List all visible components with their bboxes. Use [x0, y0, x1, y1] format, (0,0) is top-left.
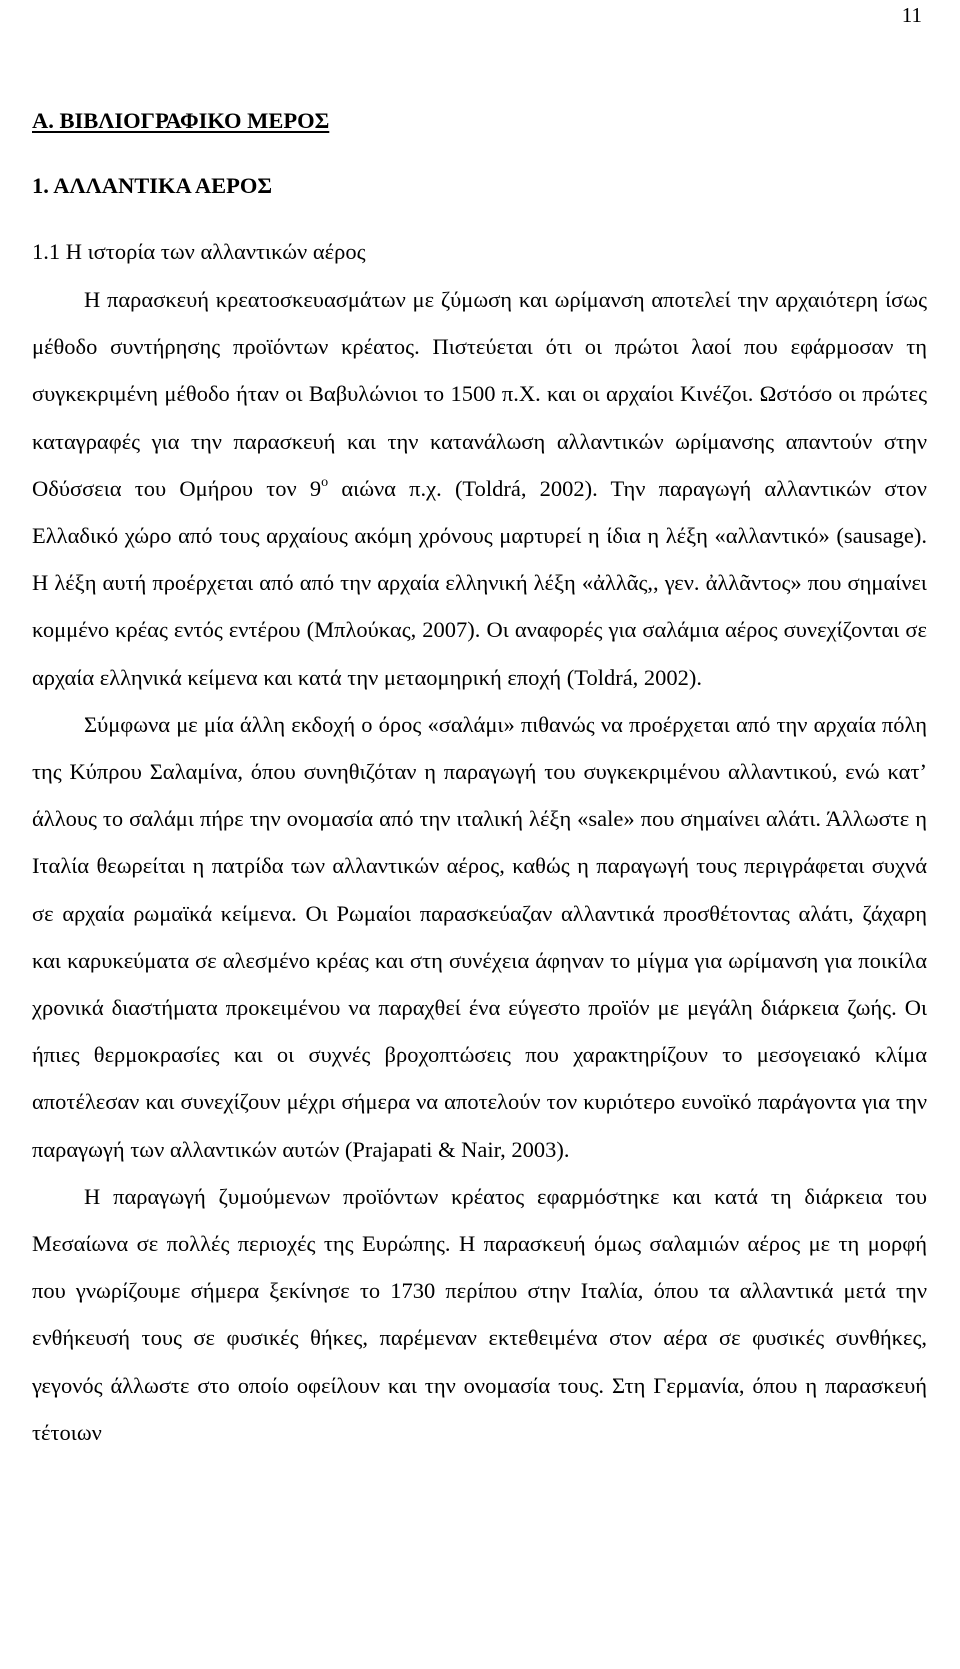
- paragraph-2: Σύμφωνα με μία άλλη εκδοχή ο όρος «σαλάμι» πιθανώς να προέρχεται από την αρχαία πόλη της Κύπρου Σαλαμίνα, όπου συνηθιζόταν η παραγωγή του συγκεκριμένου αλλαντικού, ενώ κατ’ άλλους το σαλάμι πήρε την ονομασία από την ιταλική λέξη «sale» που σημαίνει αλάτι. Άλλωστε η Ιταλία θεωρείται η πατρίδα των αλλαντικών αέρος, καθώς η παραγωγή τους περιγράφεται συχνά σε αρχαία ρωμαϊκά κείμενα. Οι Ρωμαίοι παρασκεύαζαν αλλαντικά προσθέτοντας αλάτι, ζάχαρη και καρυκεύματα σε αλεσμένο κρέας και στη συνέχεια άφηναν το μίγμα για ωρίμανση για ποικίλα χρονικά διαστήματα προκειμένου να παραχθεί ένα εύγεστο προϊόν με μεγάλη διάρκεια ζωής. Οι ήπιες θερμοκρασίες και οι συχνές βροχοπτώσεις που χαρακτηρίζουν το μεσογειακό κλίμα αποτέλεσαν και συνεχίζουν μέχρι σήμερα να αποτελούν τον κυριότερο ευνοϊκό παράγοντα για την παραγωγή των αλλαντικών αυτών (Prajapati & Nair, 2003).: [32, 711, 927, 1162]
- paragraph-1: [32, 276, 927, 701]
- page-number: 11: [901, 3, 922, 27]
- ordinal-superscript: ο: [321, 474, 329, 490]
- chapter-heading: 1. ΑΛΛΑΝΤΙΚΑ ΑΕΡΟΣ: [32, 173, 273, 198]
- paragraph-1-text-b: αιώνα π.χ. (Toldrá, 2002). Την παραγωγή αλλαντικών στον Ελλαδικό χώρο από τους αρχαίους ακόμη χρόνους μαρτυρεί η ίδια η λέξη «αλλαντικό» (sausage). Η λέξη αυτή προέρχεται από από την αρχαία ελληνική λέξη «ἀλλᾶς,, γεν. ἀλλᾶντος» που σημαίνει κομμένο κρέας εντός εντέρου (Μπλούκας, 2007). Οι αναφορές για σαλάμια αέρος συνεχίζονται σε αρχαία ελληνικά κείμενα και κατά την μεταομηρική εποχή (Toldrá, 2002).: [32, 475, 927, 690]
- section-heading: 1.1 Η ιστορία των αλλαντικών αέρος: [32, 239, 366, 264]
- paragraph-1-text-a: Η παρασκευή κρεατοσκευασμάτων με ζύμωση και ωρίμανση αποτελεί την αρχαιότερη ίσως μέθοδο συντήρησης προϊόντων κρέατος. Πιστεύεται ότι οι πρώτοι λαοί που εφάρμοσαν τη συγκεκριμένη μέθοδο ήταν οι Βαβυλώνιοι το 1500 π.Χ. και οι αρχαίοι Κινέζοι. Ωστόσο οι πρώτες καταγραφές για την παρασκευή και την κατανάλωση αλλαντικών ωρίμανσης απαντούν στην Οδύσσεια του Ομήρου τον 9: [32, 287, 927, 501]
- paragraph-3: Η παραγωγή ζυμούμενων προϊόντων κρέατος εφαρμόστηκε και κατά τη διάρκεια του Μεσαίωνα σε πολλές περιοχές της Ευρώπης. Η παρασκευή όμως σαλαμιών αέρος με τη μορφή που γνωρίζουμε σήμερα ξεκίνησε το 1730 περίπου στην Ιταλία, όπου τα αλλαντικά μετά την ενθήκευσή τους σε φυσικές θήκες, παρέμεναν εκτεθειμένα στον αέρα σε φυσικές συνθήκες, γεγονός άλλωστε στο οποίο οφείλουν και την ονομασία τους. Στη Γερμανία, όπου η παρασκευή τέτοιων: [32, 1183, 927, 1445]
- part-heading: Α. ΒΙΒΛΙΟΓΡΑΦΙΚΟ ΜΕΡΟΣ: [32, 108, 330, 133]
- body-text: [32, 276, 927, 1456]
